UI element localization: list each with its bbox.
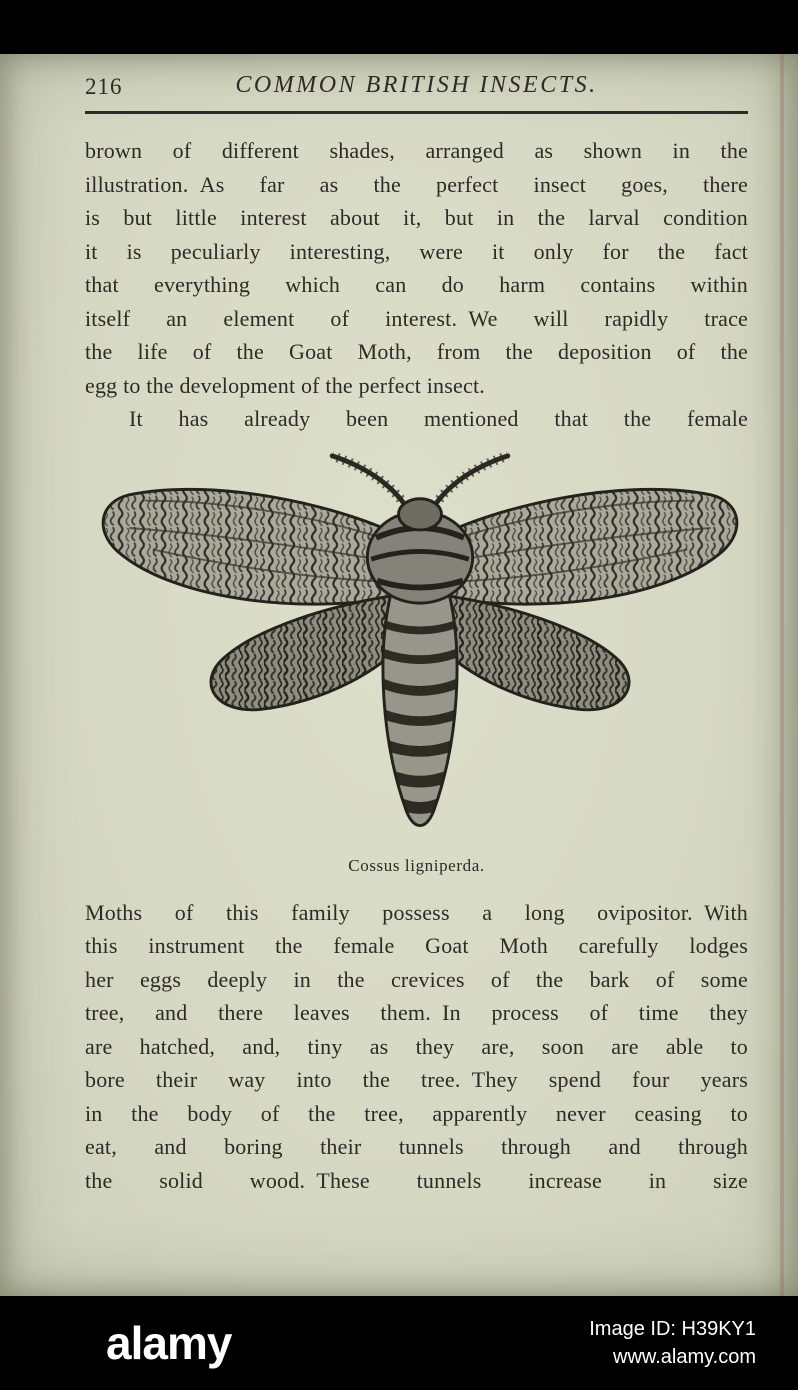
moth-illustration xyxy=(85,448,755,848)
text-line: brown of different shades, arranged as shown in the xyxy=(85,138,748,163)
text-line: bore their way into the tree. They spend four years xyxy=(85,1067,748,1092)
header-rule xyxy=(85,111,748,114)
text-line: tree, and there leaves them. In process of time they xyxy=(85,1000,748,1025)
page-number: 216 xyxy=(85,74,123,99)
text-line: this instrument the female Goat Moth carefully lodges xyxy=(85,933,748,958)
paragraph-3 xyxy=(85,896,748,1198)
text-line: her eggs deeply in the crevices of the bark of some xyxy=(85,966,748,992)
paragraph-1 xyxy=(85,134,748,402)
text-line: Moths of this family possess a long ovipositor. With xyxy=(85,899,748,925)
running-title: COMMON BRITISH INSECTS. xyxy=(235,72,598,98)
text-line: are hatched, and, tiny as they are, soon are able to xyxy=(85,1033,748,1059)
alamy-logo: alamy xyxy=(106,1317,232,1369)
page-header xyxy=(85,72,748,102)
text-line: it is peculiarly interesting, were it only for the fact xyxy=(85,238,748,264)
text-line: eat, and boring their tunnels through and through xyxy=(85,1134,748,1159)
text-line: is but little interest about it, but in the larval condition xyxy=(85,205,748,230)
figure-caption: Cossus ligniperda. xyxy=(348,855,485,875)
text-line: egg to the development of the perfect insect. xyxy=(85,372,485,398)
image-id-text: Image ID: H39KY1 xyxy=(589,1318,756,1340)
text-line: illustration. As far as the perfect insect goes, there xyxy=(85,171,748,197)
paragraph-2 xyxy=(85,402,748,436)
website-text: www.alamy.com xyxy=(613,1346,756,1368)
watermark-info xyxy=(589,1315,756,1371)
text-line: that everything which can do harm contains within xyxy=(85,272,748,297)
book-page xyxy=(0,54,798,1296)
text-line: in the body of the tree, apparently never ceasing to xyxy=(85,1100,748,1126)
watermark-bar xyxy=(0,1296,798,1390)
figure-block xyxy=(85,448,748,876)
text-line: It has already been mentioned that the female xyxy=(129,406,748,431)
text-line: itself an element of interest. We will rapidly trace xyxy=(85,305,748,331)
top-black-bar xyxy=(0,0,798,54)
text-line: the life of the Goat Moth, from the deposition of the xyxy=(85,339,748,364)
text-line: the solid wood. These tunnels increase in size xyxy=(85,1167,748,1193)
